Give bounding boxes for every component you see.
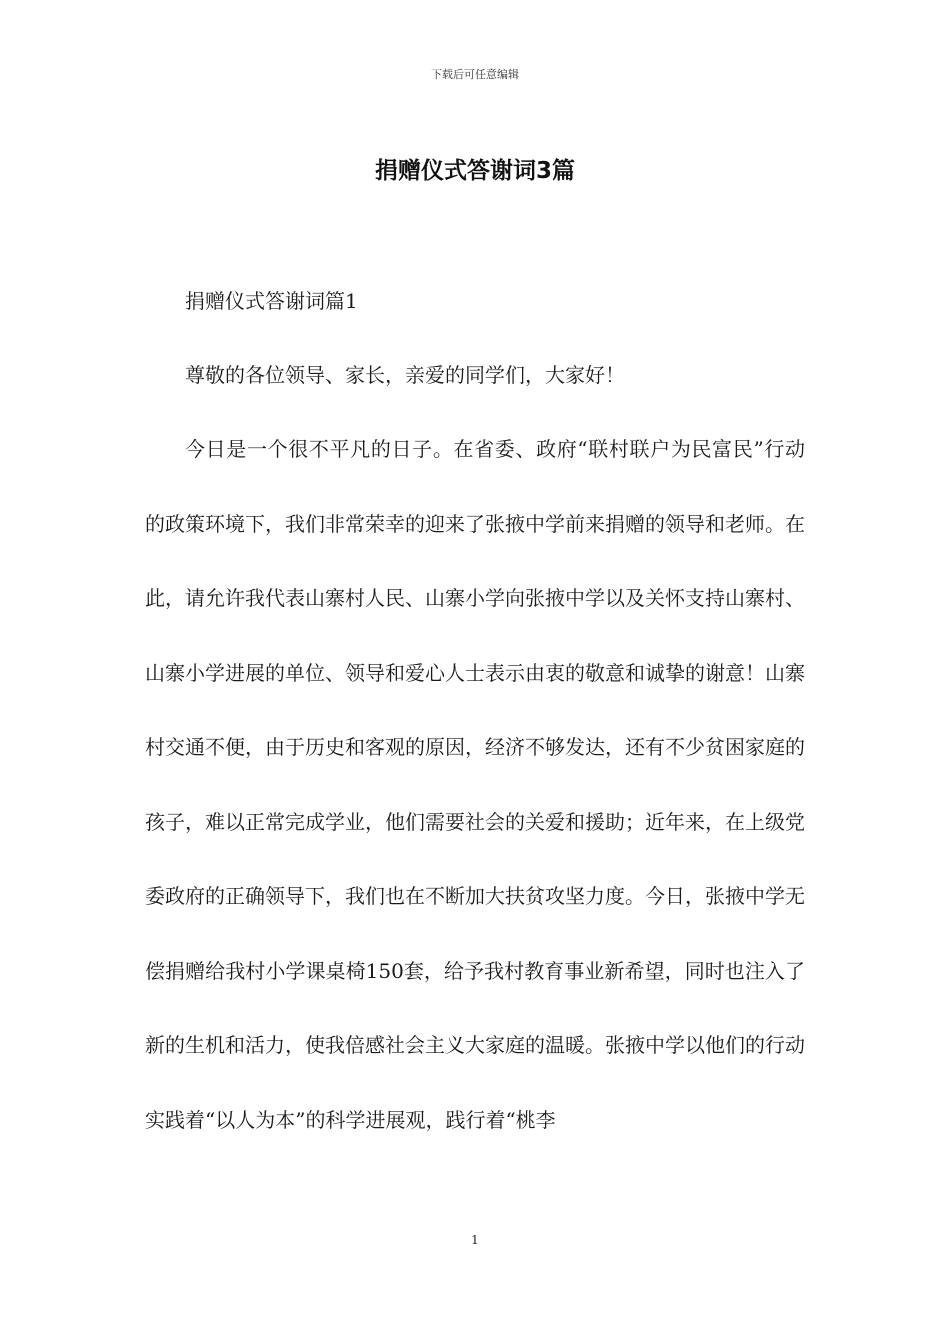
header-note: 下载后可任意编辑 [431, 68, 519, 81]
document-body [145, 277, 805, 1183]
section-heading: 捐赠仪式答谢词篇1 [185, 289, 358, 313]
body-paragraph: 今日是一个很不平凡的日子。在省委、政府“联村联户为民富民”行动的政策环境下，我们非常荣幸的迎来了张掖中学前来捐赠的领导和老师。在此，请允许我代表山寨村人民、山寨小学向张掖中学以及关怀支持山寨村、山寨小学进展的单位、领导和爱心人士表示由衷的敬意和诚挚的谢意！山寨村交通不便，由于历史和客观的原因，经济不够发达，还有不少贫困家庭的孩子，难以正常完成学业，他们需要社会的关爱和援助；近年来，在上级党委政府的正确领导下，我们也在不断加大扶贫攻坚力度。今日，张掖中学无偿捐赠给我村小学课桌椅150套，给予我村教育事业新希望，同时也注入了新的生机和活力，使我倍感社会主义大家庭的温暖。张掖中学以他们的行动实践着“以人为本”的科学进展观，践行着“桃李 [145, 437, 805, 1132]
document-title: 捐赠仪式答谢词3篇 [374, 158, 575, 184]
page-number: 1 [471, 1233, 479, 1247]
greeting-paragraph: 尊敬的各位领导、家长，亲爱的同学们，大家好！ [185, 363, 625, 387]
